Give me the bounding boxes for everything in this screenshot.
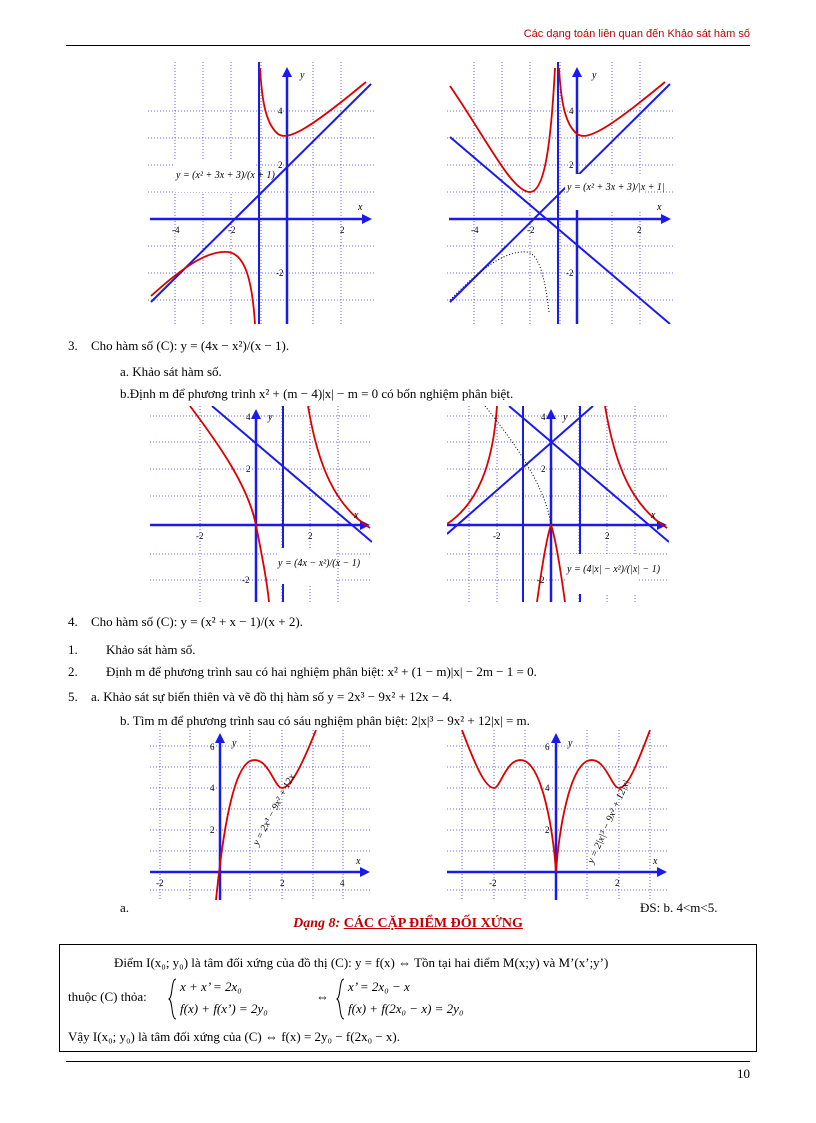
- graph-3: [150, 406, 372, 602]
- y-axis-arrow: [551, 733, 561, 743]
- tick-y-neg2: -2: [566, 268, 574, 278]
- item-number: 1.: [68, 642, 78, 657]
- answer: ĐS: b. 4<m<5.: [640, 900, 718, 915]
- tick-y-2: 2: [569, 160, 574, 170]
- tick-y-2: 2: [541, 464, 546, 474]
- x-axis-arrow: [360, 867, 370, 877]
- x-axis-arrow: [657, 867, 667, 877]
- mirrored-curve-left: [462, 730, 556, 872]
- problem-text: a. Khảo sát sự biến thiên và vẽ đồ thị hàm số y = 2x³ − 9x² + 12x − 4.: [91, 689, 453, 704]
- oblique-asymptote-right: [509, 406, 669, 542]
- curve-left-branch: [447, 406, 497, 524]
- tick-x-neg4: -4: [471, 225, 479, 235]
- problem-number: 5.: [68, 689, 78, 704]
- tick-x-4: 4: [340, 878, 345, 888]
- tick-y-neg2: -2: [276, 268, 284, 278]
- answer-prefix: a.: [120, 900, 130, 915]
- problem-3b: b.Định m để phương trình x² + (m − 4)|x| − m = 0 có bốn nghiệm phân biệt.: [120, 386, 514, 401]
- problem-text: Cho hàm số (C): y = (4x − x²)/(x − 1).: [91, 338, 290, 353]
- tick-x-2: 2: [615, 878, 620, 888]
- y-axis-arrow: [215, 733, 225, 743]
- grid: [150, 730, 372, 900]
- curve-right-branch: [308, 406, 370, 528]
- axis-label-y: y: [568, 738, 573, 749]
- tick-x-2: 2: [280, 878, 285, 888]
- tick-y-4: 4: [210, 783, 215, 793]
- tick-y-4: 4: [246, 412, 251, 422]
- tick-x-neg2: -2: [489, 878, 497, 888]
- header-rule: [66, 45, 750, 46]
- page-number: 10: [737, 1066, 750, 1081]
- curve-left-branch: [450, 68, 555, 192]
- tick-y-2: 2: [210, 825, 215, 835]
- problem-3: [68, 338, 289, 354]
- y-axis-arrow: [251, 409, 261, 419]
- tick-x-2: 2: [605, 531, 610, 541]
- theorem-box: [59, 944, 757, 1052]
- system-brace-1: [168, 977, 178, 1021]
- tick-y-neg2: -2: [537, 575, 545, 585]
- grid: [150, 406, 372, 602]
- tick-x-2: 2: [340, 225, 345, 235]
- function-label: y = (x² + 3x + 3)/(x + 1): [176, 170, 275, 181]
- tick-y-6: 6: [545, 742, 550, 752]
- problem-4-item-1: [68, 642, 196, 658]
- axis-label-y: y: [563, 412, 568, 423]
- y-axis-arrow: [572, 67, 582, 77]
- footer-rule: [66, 1061, 750, 1062]
- problem-text: Cho hàm số (C): y = (x² + x − 1)/(x + 2).: [91, 614, 303, 629]
- problem-number: 3.: [68, 338, 78, 353]
- tick-y-4: 4: [541, 412, 546, 422]
- tick-y-2: 2: [545, 825, 550, 835]
- function-label: y = (x² + 3x + 3)/|x + 1|: [567, 182, 665, 193]
- system-1-eq-2: f(x) + f(x’) = 2y₀: [180, 1001, 268, 1016]
- tick-x-neg2: -2: [228, 225, 236, 235]
- axis-label-y: y: [268, 412, 273, 423]
- item-text: Định m để phương trình sau có hai nghiệm phân biệt: x² + (1 − m)|x| − 2m − 1 = 0.: [106, 664, 537, 679]
- function-label: y = 2|x|³ − 9x² + 12|x|: [585, 778, 633, 866]
- curve-right-branch: [605, 406, 667, 528]
- curve-reflected-dotted: [450, 252, 549, 312]
- problem-number: 4.: [68, 614, 78, 629]
- tick-x-neg2: -2: [196, 531, 204, 541]
- tick-x-neg2: -2: [527, 225, 535, 235]
- x-axis-arrow: [362, 214, 372, 224]
- item-text: Khảo sát hàm số.: [106, 642, 196, 657]
- system-2-eq-2: f(x) + f(2x₀ − x) = 2y₀: [348, 1001, 464, 1016]
- tick-y-2: 2: [246, 464, 251, 474]
- section-title: [0, 916, 816, 932]
- axis-label-y: y: [300, 70, 305, 81]
- tick-x-neg4: -4: [172, 225, 180, 235]
- tick-y-6: 6: [210, 742, 215, 752]
- system-brace-2: [336, 977, 346, 1021]
- function-label: y = (4|x| − x²)/(|x| − 1): [567, 564, 661, 575]
- running-header: Các dạng toán liên quan đến Khảo sát hàm số: [523, 28, 750, 40]
- tick-y-4: 4: [569, 106, 574, 116]
- axis-label-x: x: [653, 856, 658, 867]
- tick-y-4: 4: [545, 783, 550, 793]
- problem-4-item-2: [68, 664, 537, 680]
- theorem-line-1: Điểm I(x₀; y₀) là tâm đối xứng của đồ thị (C): y = f(x) ⇔ Tồn tại hai điểm M(x;y) và M’(x’;y’): [114, 955, 609, 970]
- problem-4: [68, 614, 303, 630]
- axis-label-x: x: [651, 510, 656, 521]
- theorem-condition-label: thuộc (C) thỏa:: [68, 989, 147, 1004]
- tick-x-neg2: -2: [493, 531, 501, 541]
- grid: [447, 730, 669, 900]
- section-heading: CÁC CẶP ĐIỂM ĐỐI XỨNG: [343, 916, 523, 931]
- problem-3a: a. Khảo sát hàm số.: [120, 364, 222, 379]
- axis-label-x: x: [356, 856, 361, 867]
- system-1-eq-1: x + x’ = 2x₀: [180, 979, 242, 994]
- system-2-eq-1: x’ = 2x₀ − x: [348, 979, 410, 994]
- graph-4: [447, 406, 669, 602]
- axis-label-x: x: [657, 202, 662, 213]
- problem-5a: [68, 689, 452, 705]
- tick-x-2: 2: [308, 531, 313, 541]
- problem-5b: b. Tìm m để phương trình sau có sáu nghiệm phân biệt: 2|x|³ − 9x² + 12|x| = m.: [120, 713, 530, 728]
- axis-label-y: y: [592, 70, 597, 81]
- axis-label-y: y: [232, 738, 237, 749]
- tick-y-4: 4: [278, 106, 283, 116]
- graph-5: [150, 730, 372, 900]
- x-axis-arrow: [661, 214, 671, 224]
- tick-y-2: 2: [278, 160, 283, 170]
- graph-2: [447, 62, 673, 324]
- function-label: y = (4x − x²)/(x − 1): [278, 558, 361, 569]
- y-axis-arrow: [282, 67, 292, 77]
- axis-label-x: x: [354, 510, 359, 521]
- tick-x-neg2: -2: [156, 878, 164, 888]
- y-axis-arrow: [546, 409, 556, 419]
- graph-1: [148, 62, 374, 324]
- tick-x-2: 2: [637, 225, 642, 235]
- theorem-line-3: Vậy I(x₀; y₀) là tâm đối xứng của (C) ⇔ f(x) = 2y₀ − f(2x₀ − x).: [68, 1029, 401, 1044]
- section-prefix: Dạng 8:: [293, 916, 344, 931]
- equivalence-sign: ⇔: [316, 989, 329, 1004]
- function-label: y = 2x³ − 9x² + 12x: [250, 772, 298, 848]
- item-number: 2.: [68, 664, 78, 679]
- tick-y-neg2: -2: [242, 575, 250, 585]
- graph-6: [447, 730, 669, 900]
- axis-label-x: x: [358, 202, 363, 213]
